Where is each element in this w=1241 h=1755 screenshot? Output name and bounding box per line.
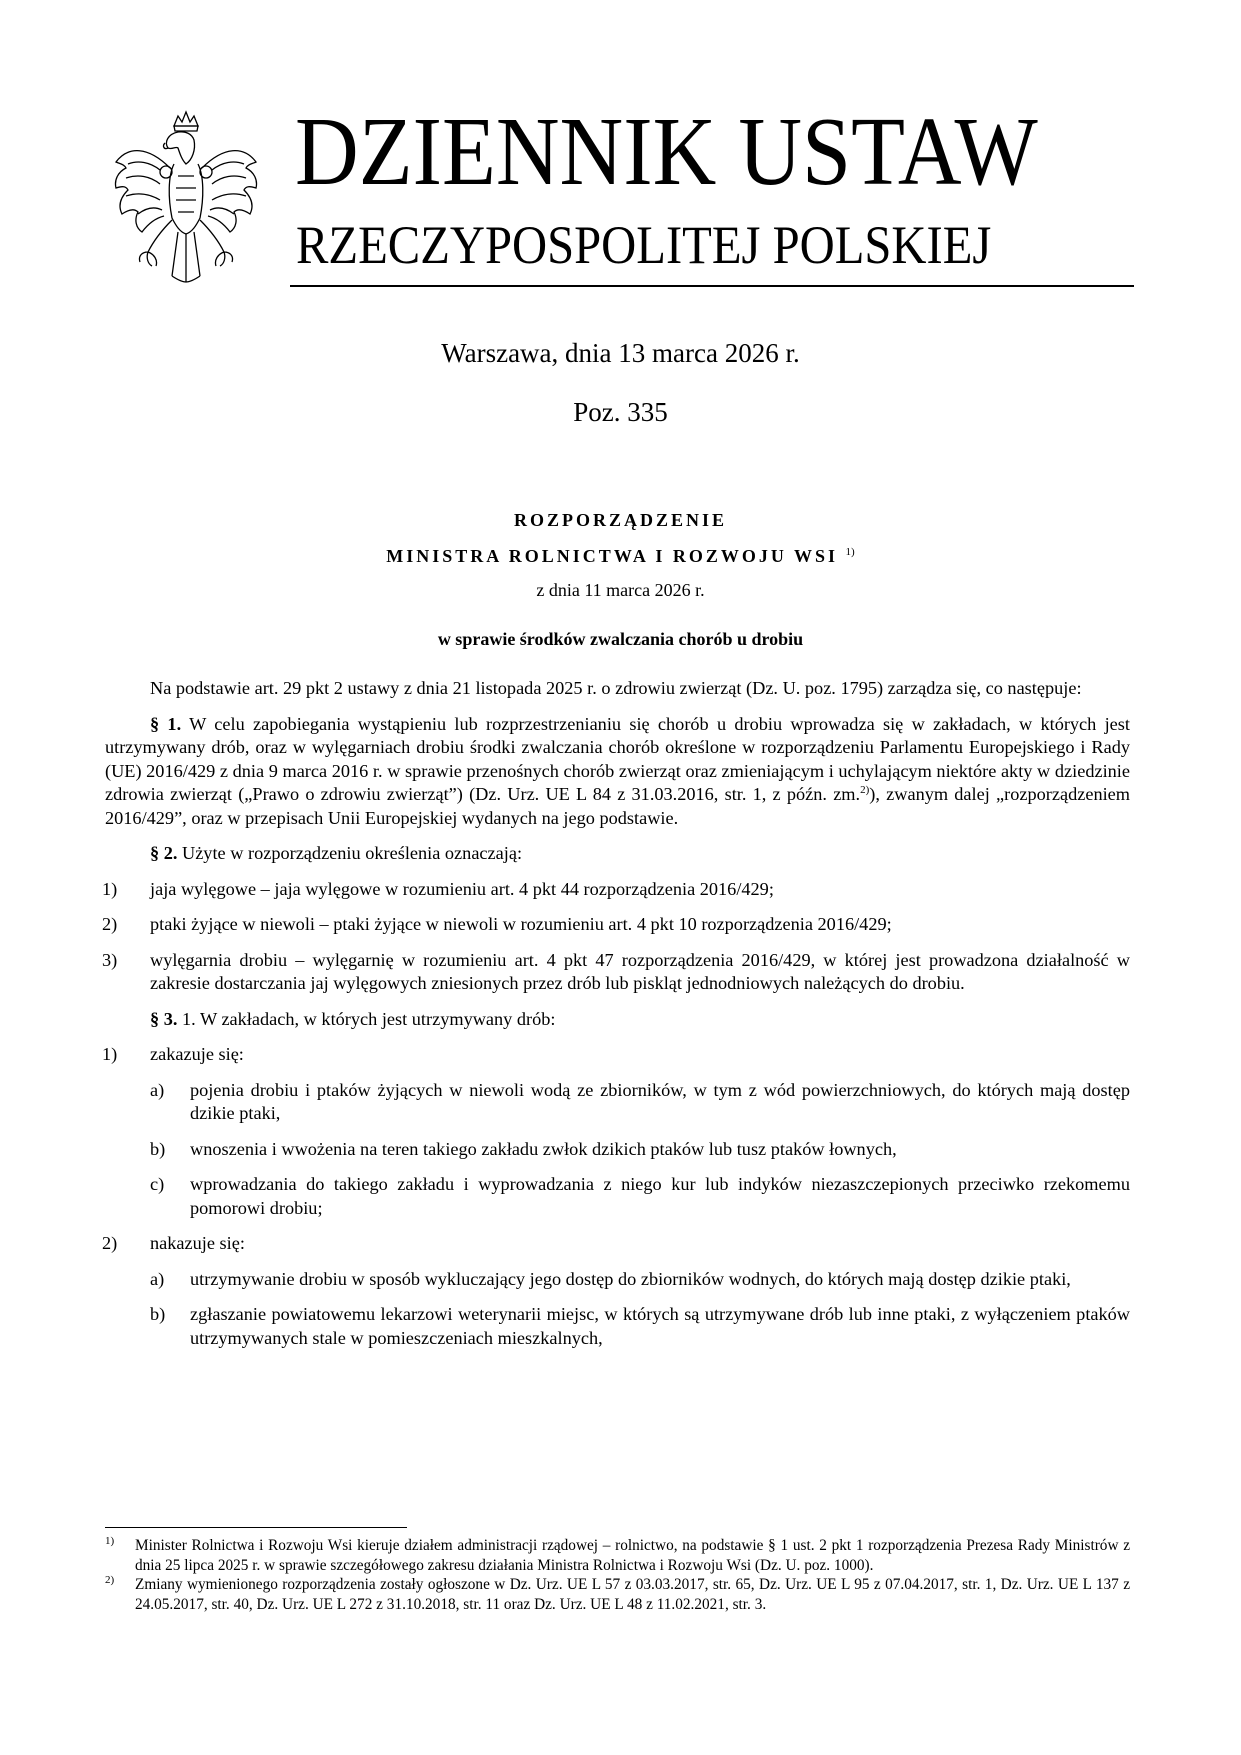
journal-subtitle: RZECZYPOSPOLITEJ POLSKIEJ (296, 215, 992, 275)
section-1 (105, 713, 1130, 831)
footnote (105, 1575, 1130, 1614)
publication-position: Poz. 335 (573, 397, 668, 427)
section-3-label: § 3. (150, 1008, 178, 1029)
definition-item (102, 878, 1130, 902)
letter-item (105, 1268, 1130, 1292)
item-text: wylęgarnia drobiu – wylęgarnię w rozumieniu art. 4 pkt 47 rozporządzenia 2016/429, w której jest prowadzona działalność w zakresie dostarczania jaj wylęgowych zniesionych przez drób lub piskląt jednodniowych należących do drobiu. (150, 949, 1130, 993)
journal-header (100, 92, 1038, 290)
section-3-intro: 1. W zakładach, w których jest utrzymywany drób: (177, 1008, 556, 1029)
prohibition-item (102, 1043, 1130, 1067)
letter-label: b) (150, 1304, 166, 1324)
definition-item (102, 913, 1130, 937)
polish-eagle-emblem-icon (108, 106, 258, 286)
letter-label: a) (150, 1079, 165, 1100)
preamble: Na podstawie art. 29 pkt 2 ustawy z dnia 21 listopada 2025 r. o zdrowiu zwierząt (Dz. U. poz. 1795) zarządza się, co następuje: (150, 678, 1082, 698)
section-2-intro: Użyte w rozporządzeniu określenia oznaczają: (177, 843, 523, 863)
obligation-item (102, 1232, 1130, 1256)
act-date: z dnia 11 marca 2026 r. (536, 580, 705, 600)
item-text: jaja wylęgowe – jaja wylęgowe w rozumieniu art. 4 pkt 44 rozporządzenia 2016/429; (150, 878, 774, 899)
item-text: nakazuje się: (150, 1233, 245, 1253)
act-issuer-text: MINISTRA ROLNICTWA I ROZWOJU WSI (386, 546, 839, 566)
item-number: 2) (102, 1233, 118, 1253)
act-subject: w sprawie środków zwalczania chorób u drobiu (437, 629, 804, 649)
letter-item (105, 1173, 1130, 1220)
footnote-ref-2[interactable]: 2) (860, 784, 870, 796)
footnote-mark: 1) (105, 1535, 115, 1547)
document-body (102, 677, 1130, 1362)
item-number: 2) (102, 914, 118, 934)
letter-item (105, 1079, 1130, 1126)
act-issuer (0, 540, 1241, 568)
letter-text: pojenia drobiu i ptaków żyjących w niewoli wodą ze zbiorników, w tym z wód powierzchniowych, do których mają dostęp dzikie ptaki, (190, 1079, 1130, 1123)
footnote-text: Minister Rolnictwa i Rozwoju Wsi kieruje działem administracji rządowej – rolnictwo, na podstawie § 1 ust. 2 pkt 1 rozporządzenia Prezesa Rady Ministrów z dnia 25 lipca 2025 r. w sprawie szczegółowego zakresu działania Ministra Rolnictwa i Rozwoju Wsi (Dz. U. poz. 1000). (135, 1537, 1130, 1574)
footnote-text: Zmiany wymienionego rozporządzenia zostały ogłoszone w Dz. Urz. UE L 57 z 03.03.2017, str. 65, Dz. Urz. UE L 95 z 07.04.2017, str. 1, Dz. Urz. UE L 137 z 24.05.2017, str. 40, Dz. Urz. UE L 272 z 31.10.2018, str. 11 oraz Dz. Urz. UE L 48 z 11.02.2021, str. 3. (135, 1576, 1130, 1613)
section-3 (105, 1008, 1130, 1032)
footnote-separator (105, 1527, 407, 1528)
item-number: 3) (102, 949, 118, 970)
item-number: 1) (102, 1044, 118, 1064)
letter-label: b) (150, 1138, 166, 1159)
publication-place-date: Warszawa, dnia 13 marca 2026 r. (441, 338, 800, 368)
item-text: ptaki żyjące w niewoli – ptaki żyjące w niewoli w rozumieniu art. 4 pkt 10 rozporządzenia 2016/429; (150, 914, 892, 934)
letter-text: zgłaszanie powiatowemu lekarzowi weterynarii miejsc, w których są utrzymywane drób lub inne ptaki, z wyłączeniem ptaków utrzymywanych stale w pomieszczeniach mieszkalnych, (190, 1304, 1130, 1348)
journal-title: DZIENNIK USTAW (295, 98, 1038, 206)
footnotes (105, 1536, 1130, 1614)
letter-text: wnoszenia i wwożenia na teren takiego zakładu zwłok dzikich ptaków lub tusz ptaków łownych, (190, 1138, 897, 1159)
letter-item (105, 1138, 1130, 1162)
letter-text: wprowadzania do takiego zakładu i wyprowadzania z niego kur lub indyków niezaszczepionych przeciwko rzekomemu pomorowi drobiu; (190, 1174, 1130, 1218)
item-text: zakazuje się: (150, 1044, 244, 1064)
section-1-label: § 1. (150, 713, 182, 734)
section-1-text: W celu zapobiegania wystąpieniu lub rozprzestrzenianiu się chorób u drobiu wprowadza się w zakładach, w których jest utrzymywany drób, oraz w wylęgarniach drobiu środki zwalczania chorób określone w rozporządzeniu Parlamentu Europejskiego i Rady (UE) 2016/429 z dnia 9 marca 2016 r. w sprawie przenośnych chorób zwierząt oraz zmieniającym i uchylającym niektóre akty w dziedzinie zdrowia zwierząt („Prawo o zdrowiu zwierząt”) (Dz. Urz. UE L 84 z 31.03.2016, str. 1, z późn. zm. (105, 713, 1130, 804)
definition-item (102, 949, 1130, 996)
footnote-ref-1[interactable]: 1) (845, 546, 855, 558)
letter-label: a) (150, 1268, 165, 1289)
section-1-text-end: ), zwanym dalej „rozporządzeniem 2016/429”, oraz w przepisach Unii Europejskiej wydanych na jego podstawie. (105, 784, 1130, 828)
letter-item (105, 1303, 1130, 1350)
letter-text: utrzymywanie drobiu w sposób wykluczający jego dostęp do zbiorników wodnych, do których mają dostęp dzikie ptaki, (190, 1268, 1071, 1289)
section-2 (105, 842, 1130, 866)
act-type: ROZPORZĄDZENIE (513, 510, 728, 530)
header-divider (290, 285, 1134, 287)
footnote-mark: 2) (105, 1574, 115, 1586)
section-2-label: § 2. (150, 843, 178, 863)
letter-label: c) (150, 1174, 165, 1194)
footnote (105, 1536, 1130, 1575)
item-number: 1) (102, 878, 118, 899)
